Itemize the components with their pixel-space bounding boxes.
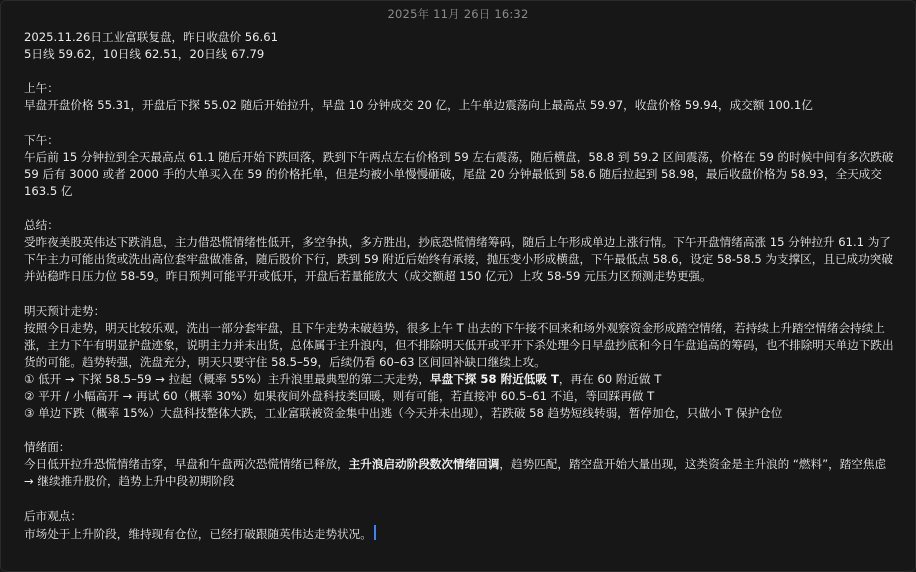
forecast-heading: 明天预计走势： xyxy=(24,303,106,318)
sentiment-text: 今日低开拉升恐慌情绪击穿，早盘和午盘两次恐慌情绪已释放， xyxy=(24,457,349,472)
scenario-1-tail: ，再在 60 附近做 T xyxy=(558,371,662,386)
sentiment-tail: ，趋势匹配，踏空盘开始大量出现，这类资金是主升浪的 “燃料”，踏空焦虑 → 继续推升股价，趋势上升中段初期阶段 xyxy=(24,457,887,489)
scenario-2: ② 平开 / 小幅高开 → 再试 60（概率 30%）如果夜间外盘科技类回暖，则有可能，若直接冲 60.5–61 不追，等回踩再做 T xyxy=(24,388,655,403)
sentiment-body xyxy=(24,456,896,490)
spacer xyxy=(24,63,896,80)
header-line-1: 2025.11.26日工业富联复盘，昨日收盘价 56.61 xyxy=(24,30,278,44)
scenario-1 xyxy=(24,371,896,388)
summary-heading: 总结： xyxy=(24,218,59,233)
spacer xyxy=(24,200,896,217)
summary-body: 受昨夜美股英伟达下跌消息，主力借恐慌情绪性低开，多空争执，多方胜出，抄底恐慌情绪筹码，随后上午形成单边上涨行情。下午开盘情绪高涨 15 分钟拉升 61.1 为了下午主力可能出货或洗出高位套牢盘做准备，随后股价下行，跌到 59 附近后始终有承接，抛压变小形成横盘，下午最低点 58.6，设定 58-58.5 为支撑区，且已成功突破并站稳昨日压力位 58-59。昨日预判可能平开或低开，开盘后若量能放大（成交额超 150 亿元）上攻 58-59 元压力区预测走势更强。 xyxy=(24,235,893,284)
spacer xyxy=(24,285,896,302)
window-title-timestamp: 2025年 11月 26日 16:32 xyxy=(387,7,529,21)
forecast-body: 按照今日走势，明天比较乐观，洗出一部分套牢盘，且下午走势未破趋势，很多上午 T 出去的下午接不回来和场外观察资金形成踏空情绪，若持续上升踏空情绪会持续上涨，主力下午有明显护盘迹象，说明主力并未出货，总体属于主升浪内，但不排除明天低开或平开下杀处理今日早盘抄底和今日午盘追高的筹码，也不排除明天单边下跌出货的可能。趋势转强，洗盘充分，明天只要守住 58.5–59，后续仍看 60–63 区间回补缺口继续上攻。 xyxy=(24,320,894,369)
window-titlebar xyxy=(1,1,915,27)
text-cursor xyxy=(374,525,376,540)
scenario-1-bold: 早盘下探 58 附近低吸 T xyxy=(430,371,559,386)
outlook-body: 市场处于上升阶段，维持现有仓位，已经打破跟随英伟达走势状况。 xyxy=(24,526,372,541)
morning-body: 早盘开盘价格 55.31，开盘后下探 55.02 随后开始拉升，早盘 10 分钟成交 20 亿，上午单边震荡向上最高点 59.97，收盘价格 59.94，成交额 100.1亿 xyxy=(24,98,813,113)
scenario-1-text: ① 低开 → 下探 58.5–59 → 拉起（概率 55%）主升浪里最典型的第二天走势， xyxy=(24,371,431,386)
scenario-3: ③ 单边下跌（概率 15%）大盘科技整体大跌，工业富联被资金集中出逃（今天并未出现），若跌破 58 趋势短线转弱，暂停加仓，只做小 T 保护仓位 xyxy=(24,406,783,421)
spacer xyxy=(24,422,896,439)
outlook-heading: 后市观点： xyxy=(24,508,82,523)
sentiment-heading: 情绪面： xyxy=(24,440,71,455)
afternoon-body: 午后前 15 分钟拉到全天最高点 61.1 随后开始下跌回落，跌到下午两点左右价格到 59 左右震荡，随后横盘，58.8 到 59.2 区间震荡，价格在 59 的时候中间有多次跌破 59 后有 3000 或者 2000 手的大单买入在 59 的价格托单，但是均被小单慢慢砸破，尾盘 20 分钟最低到 58.6 随后拉起到 58.98，最后收盘价格为 58.93，全天成交 163.5 亿 xyxy=(24,149,894,198)
spacer xyxy=(24,114,896,131)
header-line-2: 5日线 59.62，10日线 62.51，20日线 67.79 xyxy=(24,47,265,62)
note-editor[interactable] xyxy=(24,29,896,543)
spacer xyxy=(24,491,896,508)
morning-heading: 上午： xyxy=(24,81,59,96)
sentiment-bold: 主升浪启动阶段数次情绪回调 xyxy=(348,457,500,472)
scrollbar[interactable] xyxy=(906,29,911,559)
outlook-body-line xyxy=(24,525,896,543)
afternoon-heading: 下午： xyxy=(24,132,59,147)
